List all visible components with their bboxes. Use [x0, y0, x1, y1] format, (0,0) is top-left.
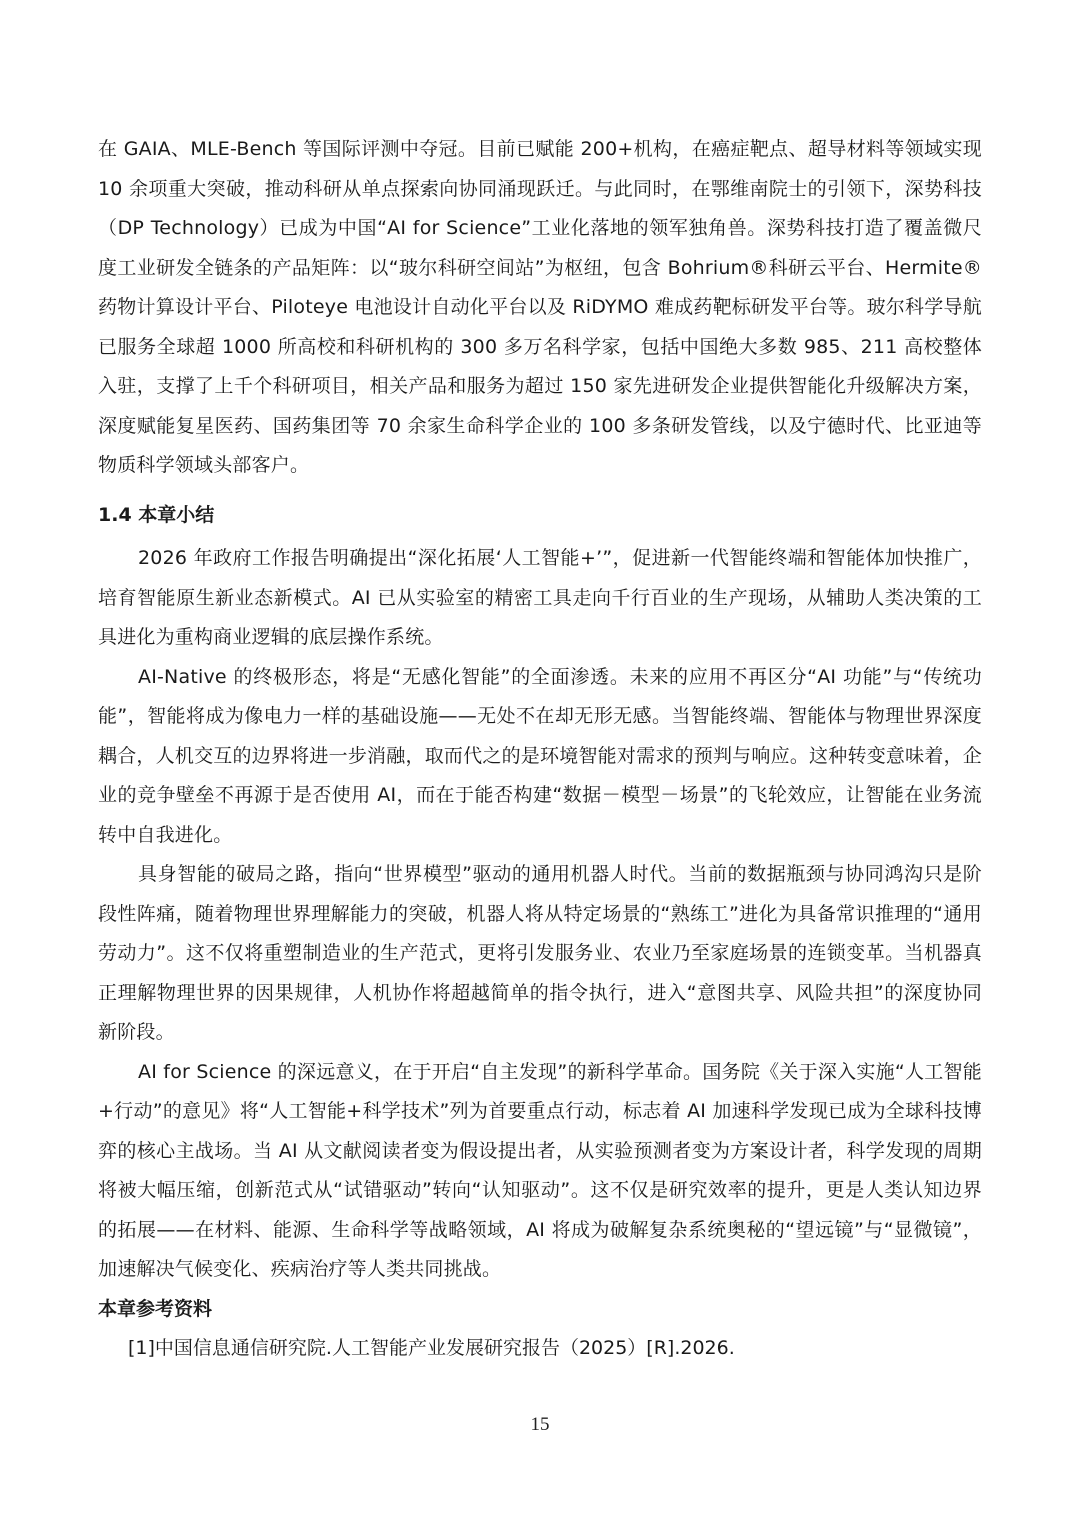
reference-item: [1]中国信息通信研究院.人工智能产业发展研究报告（2025）[R].2026.: [128, 1337, 735, 1359]
paragraph-continued: 在 GAIA、MLE-Bench 等国际评测中夺冠。目前已赋能 200+机构，在癌症靶点、超导材料等领域实现 10 余项重大突破，推动科研从单点探索向协同涌现跃迁。与此同时，在鄂维南院士的引领下，深势科技（DP Technology）已成为中国“AI for Science”工业化落地的领军独角兽。深势科技打造了覆盖微尺度工业研发全链条的产品矩阵：以“玻尔科研空间站”为枢纽，包含 Bohrium®科研云平台、Hermite®药物计算设计平台、Piloteye 电池设计自动化平台以及 RiDYMO 难成药靶标研发平台等。玻尔科学导航已服务全球超 1000 所高校和科研机构的 300 多万名科学家，包括中国绝大多数 985、211 高校整体入驻，支撑了上千个科研项目，相关产品和服务为超过 150 家先进研发企业提供智能化升级解决方案，深度赋能复星医药、国药集团等 70 余家生命科学企业的 100 多条研发管线，以及宁德时代、比亚迪等物质科学领域头部客户。: [98, 138, 982, 476]
paragraph-summary-1: 2026 年政府工作报告明确提出“深化拓展‘人工智能+’”，促进新一代智能终端和智能体加快推广，培育智能原生新业态新模式。AI 已从实验室的精密工具走向千行百业的生产现场，从辅助人类决策的工具进化为重构商业逻辑的底层操作系统。: [98, 547, 982, 648]
paragraph-summary-3: 具身智能的破局之路，指向“世界模型”驱动的通用机器人时代。当前的数据瓶颈与协同鸿沟只是阶段性阵痛，随着物理世界理解能力的突破，机器人将从特定场景的“熟练工”进化为具备常识推理的“通用劳动力”。这不仅将重塑制造业的生产范式，更将引发服务业、农业乃至家庭场景的连锁变革。当机器真正理解物理世界的因果规律，人机协作将超越简单的指令执行，进入“意图共享、风险共担”的深度协同新阶段。: [98, 863, 982, 1043]
paragraph-summary-2: AI-Native 的终极形态，将是“无感化智能”的全面渗透。未来的应用不再区分“AI 功能”与“传统功能”，智能将成为像电力一样的基础设施——无处不在却无形无感。当智能终端、智能体与物理世界深度耦合，人机交互的边界将进一步消融，取而代之的是环境智能对需求的预判与响应。这种转变意味着，企业的竞争壁垒不再源于是否使用 AI，而在于能否构建“数据－模型－场景”的飞轮效应，让智能在业务流转中自我进化。: [98, 665, 982, 846]
page-number: 15: [530, 1414, 550, 1435]
page-content: [98, 130, 982, 1369]
references-heading: 本章参考资料: [98, 1297, 213, 1320]
paragraph-summary-4: AI for Science 的深远意义，在于开启“自主发现”的新科学革命。国务院《关于深入实施“人工智能+行动”的意见》将“人工智能+科学技术”列为首要重点行动，标志着 AI 加速科学发现已成为全球科技博弈的核心主战场。当 AI 从文献阅读者变为假设提出者，从实验预测者变为方案设计者，科学发现的周期将被大幅压缩，创新范式从“试错驱动”转向“认知驱动”。这不仅是研究效率的提升，更是人类认知边界的拓展——在材料、能源、生命科学等战略领域，AI 将成为破解复杂系统奥秘的“望远镜”与“显微镜”，加速解决气候变化、疾病治疗等人类共同挑战。: [98, 1060, 982, 1280]
section-heading: 1.4 本章小结: [98, 503, 215, 526]
